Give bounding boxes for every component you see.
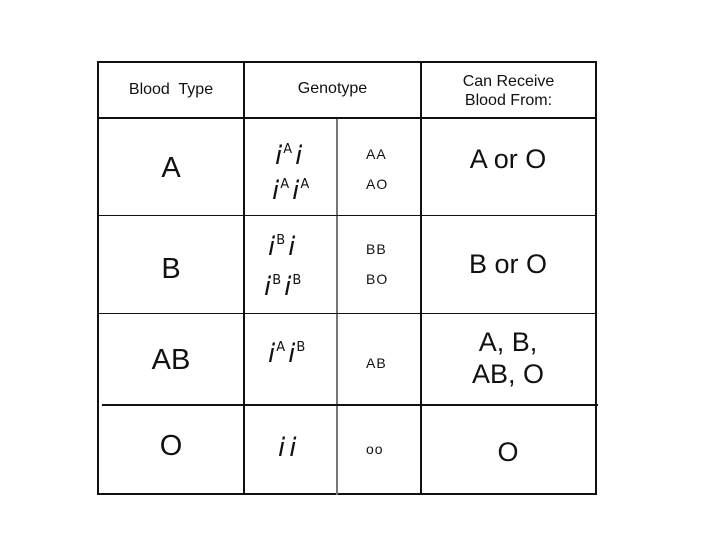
table-border-top xyxy=(97,61,597,63)
genotype-allele-row-b-2: $i^B$ $i^B$ xyxy=(264,272,302,302)
blood-type-ab: AB xyxy=(151,344,191,376)
genotype-code-aa: AA xyxy=(366,146,387,162)
row-divider-b xyxy=(97,313,597,314)
row-divider-ab xyxy=(102,404,598,406)
row-divider-header xyxy=(97,117,597,119)
can-receive-row-a: A or O xyxy=(469,144,547,174)
can-receive-row-ab xyxy=(421,326,595,390)
row-divider-a xyxy=(97,215,597,216)
header-genotype: Genotype xyxy=(297,80,368,97)
genotype-code-bo: BO xyxy=(366,271,389,287)
table-border-bottom xyxy=(97,493,597,495)
blood-type-a: A xyxy=(161,152,181,184)
can-receive-row-ab-line1: A, B, xyxy=(478,327,538,357)
genotype-allele-row-a-1: $i^A$ i xyxy=(275,141,303,171)
table-border-right xyxy=(595,61,597,495)
header-blood-type: Blood Type xyxy=(128,81,214,98)
genotype-code-ab: AB xyxy=(366,355,387,371)
genotype-code-ao: AO xyxy=(366,176,389,192)
genotype-allele-row-b-1: $i^B$ i xyxy=(268,232,296,262)
blood-type-o: O xyxy=(159,430,183,462)
genotype-allele-row-ab: $i^A$ $i^B$ xyxy=(268,339,306,369)
genotype-code-bb: BB xyxy=(366,241,387,257)
can-receive-row-o: O xyxy=(497,437,519,467)
genotype-code-oo: oo xyxy=(366,441,384,457)
blood-type-b: B xyxy=(161,253,181,285)
genotype-allele-row-a-2: $i^A$ $i^A$ xyxy=(272,176,310,206)
genotype-subdivider xyxy=(336,118,338,495)
genotype-allele-row-o: i i xyxy=(278,433,297,463)
header-can-receive-line2: Blood From: xyxy=(464,92,553,109)
can-receive-row-b: B or O xyxy=(468,249,548,279)
can-receive-row-ab-line2: AB, O xyxy=(471,359,545,389)
header-can-receive-line1: Can Receive xyxy=(462,73,555,90)
